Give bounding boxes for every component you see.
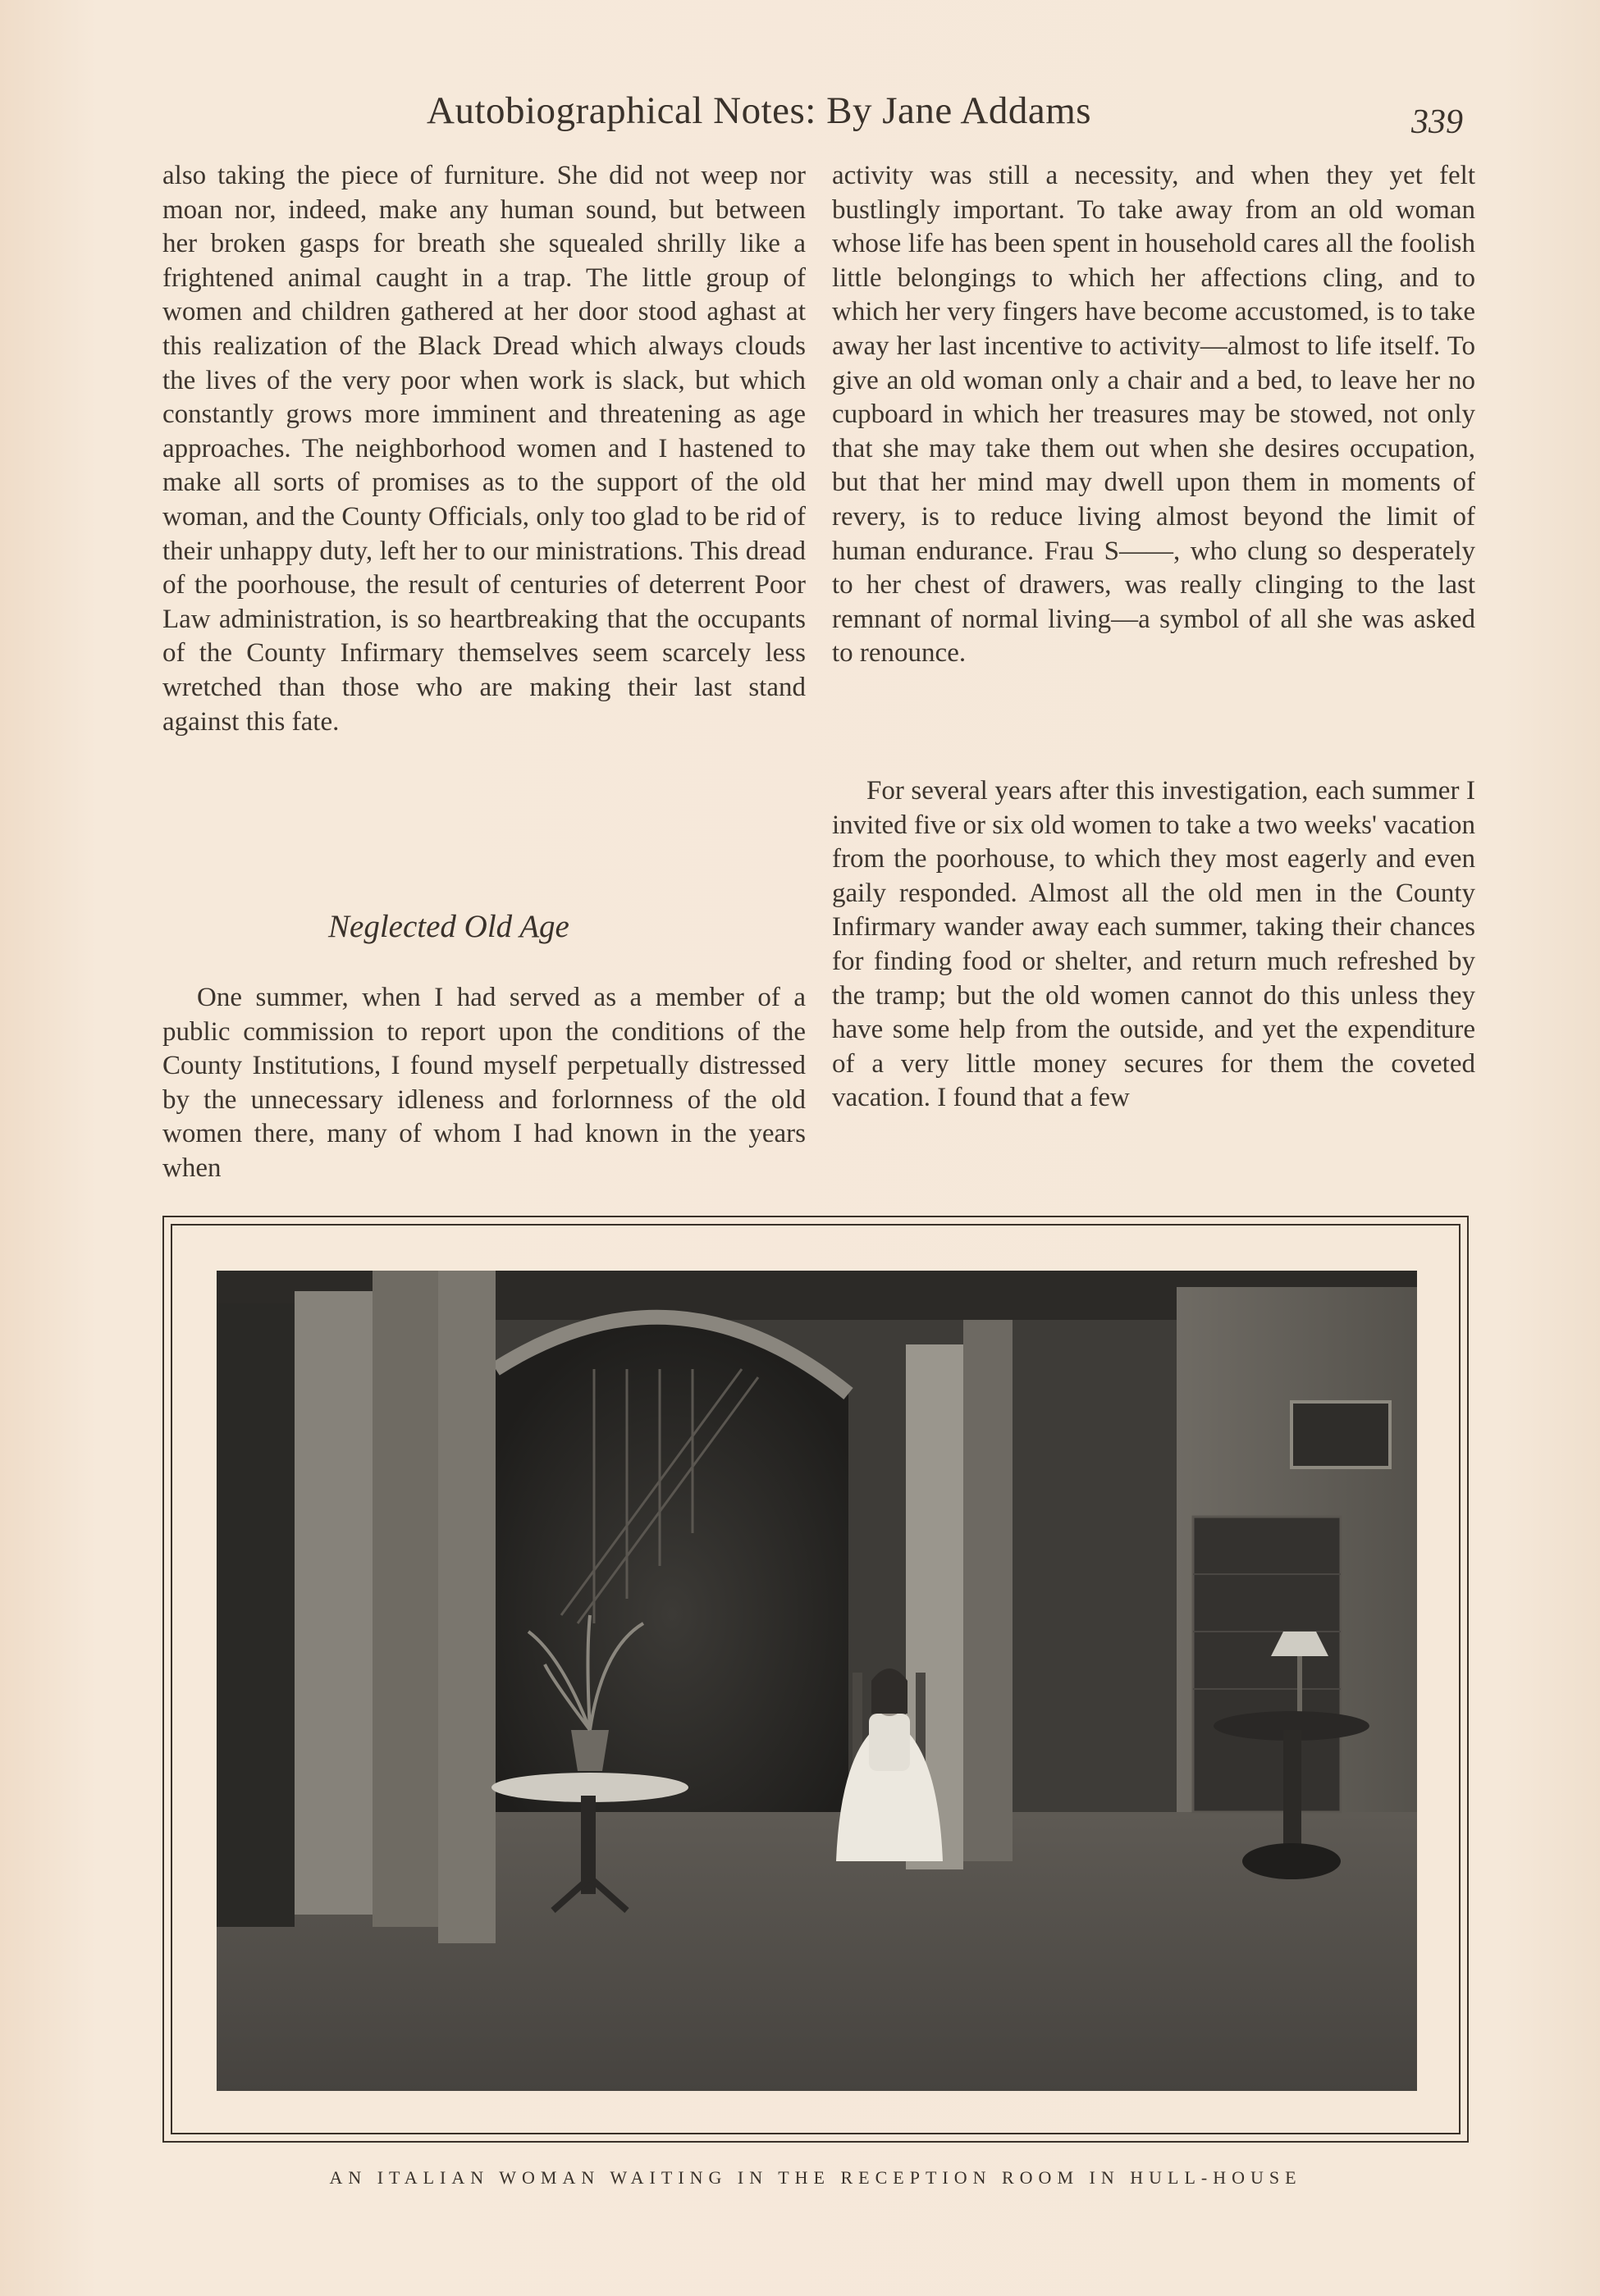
section-heading: Neglected Old Age: [328, 909, 569, 944]
wall-picture: [1291, 1402, 1390, 1468]
left-paragraph-1: also taking the piece of furniture. She did not weep nor moan nor, indeed, make any human sound, but between her broken gasps for breath she squealed shrilly like a frightened animal caught in a trap. The little group of women and children gathered at her door stood aghast at this realization of the Black Dread which always clouds the lives of the very poor when work is slack, but which constantly grows more imminent and threatening as age approaches. The neighborhood women and I hastened to make all sorts of promises as to the support of the old woman, and the County Officials, only too glad to be rid of their unhappy duty, left her to our ministrations. This dread of the poorhouse, the result of centuries of deterrent Poor Law administration, is so heartbreaking that the occupants of the County Infirmary themselves seem scarcely less wretched than those who are making their last stand against this fate.: [162, 161, 806, 737]
page-number: 339: [1411, 103, 1463, 141]
left-paragraph-2: One summer, when I had served as a member of a public commission to report upon the conditions of the County Institutions, I found myself perpetually distressed by the unnecessary idleness and forlornness of the old women there, many of whom I had known in the years when: [162, 983, 806, 1183]
left-column-top: [162, 159, 806, 739]
center-column-side: [963, 1320, 1013, 1861]
archway-opening: [496, 1317, 848, 1812]
reception-room-photograph: [217, 1271, 1417, 2091]
left-pilaster: [438, 1271, 496, 1943]
left-pillar: [295, 1291, 373, 1915]
right-column-bottom: [832, 774, 1475, 1116]
right-paragraph-2: For several years after this investigation, each summer I invited five or six old women to take a two weeks' vacation from the poorhouse, to which they most eagerly and even gaily responded. Almost all the old men in the County Infirmary wander away each summer, taking their chances for finding food or shelter, and return much refreshed by the tramp; but the old women cannot do this unless they have some help from the outside, and yet the expenditure of a very little money secures for them the coveted vacation. I found that a few: [832, 776, 1475, 1113]
running-header-title: Autobiographical Notes: By Jane Addams: [427, 89, 1092, 132]
figure-caption: AN ITALIAN WOMAN WAITING IN THE RECEPTION ROOM IN HULL-HOUSE: [329, 2167, 1302, 2188]
left-dark-doorway: [217, 1303, 295, 1927]
right-column-top: [832, 159, 1475, 671]
left-column-bottom: [162, 981, 806, 1186]
right-table-pedestal: [1283, 1730, 1301, 1845]
left-pillar-shadow: [373, 1271, 438, 1927]
figure-frame: [162, 1216, 1469, 2143]
table-lamp-stem: [1297, 1656, 1302, 1714]
seated-woman-bodice: [869, 1714, 910, 1771]
right-table-base: [1242, 1843, 1341, 1879]
plant-vase: [571, 1730, 609, 1771]
photograph-illustration: [217, 1271, 1417, 2091]
seated-woman-hair: [871, 1668, 907, 1714]
bookcase: [1193, 1517, 1341, 1812]
right-paragraph-1: activity was still a necessity, and when they yet felt bustlingly important. To take away from an old woman whose life has been spent in household cares all the foolish little belongings to which her affections cling, and to which her very fingers have become accustomed, is to take away her last incentive to activity—almost to life itself. To give an old woman only a chair and a bed, to leave her no cupboard in which her treasures may be stowed, not only that she may take them out when she desires occupation, but that her mind may dwell upon them in moments of revery, is to reduce living almost beyond the limit of human endurance. Frau S——, who clung so desperately to her chest of drawers, was really clinging to the last remnant of normal living—a symbol of all she was asked to renounce.: [832, 161, 1475, 669]
